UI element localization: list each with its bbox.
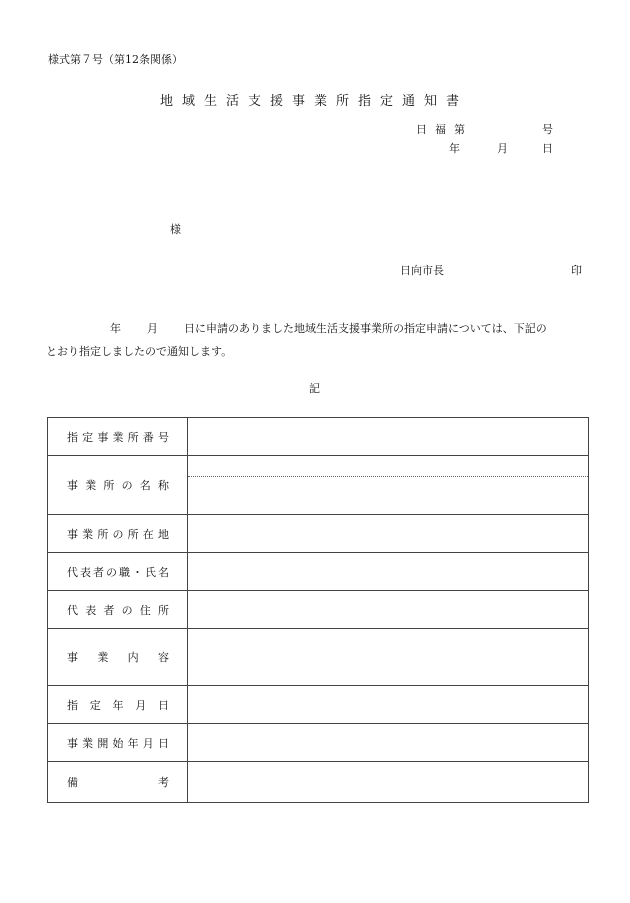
label-text <box>48 602 187 618</box>
label-char: 年 <box>112 698 124 712</box>
ki-heading: 記 <box>309 382 320 395</box>
label-char: 業 <box>85 479 97 492</box>
label-text <box>48 697 187 713</box>
seal-mark: 印 <box>571 264 582 277</box>
body-text-line-2: とおり指定しましたので通知します。 <box>46 345 233 358</box>
body-month: 月 <box>147 322 158 335</box>
label-char: 業 <box>82 527 94 541</box>
label-char: 表 <box>80 565 91 579</box>
label-char: 月 <box>142 736 154 750</box>
label-char: 事 <box>97 430 109 444</box>
table-row <box>48 418 589 456</box>
table-row <box>48 629 589 686</box>
row-label-facility-address <box>48 515 188 553</box>
designation-date-field[interactable] <box>188 686 589 724</box>
label-char: 所 <box>97 527 109 541</box>
label-char: 年 <box>127 736 139 750</box>
addressee-honorific: 様 <box>170 223 181 236</box>
label-char: 考 <box>158 776 169 789</box>
label-char: 始 <box>112 736 124 750</box>
label-char: 業 <box>82 736 94 750</box>
row-label-designated-number <box>48 418 188 456</box>
representative-address-field[interactable] <box>188 591 589 629</box>
label-char: 住 <box>139 603 151 617</box>
row-label-designation-date <box>48 686 188 724</box>
label-char: 業 <box>112 430 124 444</box>
document-number-prefix: 日福第 <box>416 123 473 136</box>
label-char: 所 <box>127 430 139 444</box>
start-date-field[interactable] <box>188 724 589 762</box>
label-char: 月 <box>135 698 147 712</box>
label-char: 号 <box>157 430 169 444</box>
label-char: 番 <box>142 430 154 444</box>
table-row <box>48 456 589 515</box>
label-char: 名 <box>158 565 169 579</box>
label-char: 氏 <box>145 565 156 579</box>
label-char: 表 <box>85 603 97 617</box>
label-char: 事 <box>67 651 78 664</box>
form-number: 様式第７号（第12条関係） <box>48 53 183 66</box>
document-title: 地域生活支援事業所指定通知書 <box>160 94 469 109</box>
issue-date-month: 月 <box>497 142 508 155</box>
label-char: 事 <box>67 479 78 492</box>
document-number-suffix: 号 <box>542 123 553 136</box>
label-char: 代 <box>67 603 78 617</box>
row-label-start-date <box>48 724 188 762</box>
label-char: 所 <box>127 527 139 541</box>
facility-name-field[interactable] <box>188 456 589 515</box>
label-char: 日 <box>158 698 169 712</box>
row-label-representative-address <box>48 591 188 629</box>
label-char: 指 <box>67 430 78 444</box>
label-char: ・ <box>132 565 143 579</box>
label-char: 事 <box>67 736 78 750</box>
label-char: 業 <box>97 651 109 664</box>
remarks-field[interactable] <box>188 762 589 803</box>
label-char: 指 <box>67 698 78 712</box>
facility-address-field[interactable] <box>188 515 589 553</box>
label-text <box>48 526 187 542</box>
label-char: 定 <box>89 698 101 712</box>
label-char: 事 <box>67 527 78 541</box>
label-char: の <box>121 479 133 492</box>
label-char: 内 <box>127 651 139 664</box>
label-char: 日 <box>157 736 169 750</box>
row-label-business-content <box>48 629 188 686</box>
row-label-representative-name <box>48 553 188 591</box>
table-row <box>48 591 589 629</box>
representative-name-field[interactable] <box>188 553 589 591</box>
table-row <box>48 553 589 591</box>
label-text <box>48 477 187 493</box>
table-row <box>48 515 589 553</box>
label-char: の <box>112 527 124 541</box>
label-char: の <box>106 565 117 579</box>
label-char: 所 <box>157 603 169 617</box>
label-text <box>48 649 187 665</box>
label-char: 地 <box>157 527 169 541</box>
detail-table <box>47 417 589 803</box>
label-char: 職 <box>119 565 130 579</box>
label-text <box>48 564 187 580</box>
label-char: 開 <box>97 736 109 750</box>
label-char: 在 <box>142 527 154 541</box>
label-char: の <box>121 603 133 617</box>
facility-name-kana-line <box>188 456 588 477</box>
label-text <box>48 429 187 445</box>
label-char: 定 <box>82 430 94 444</box>
table-row <box>48 762 589 803</box>
label-char: 容 <box>157 651 169 664</box>
issue-date-year: 年 <box>449 142 460 155</box>
designated-number-field[interactable] <box>188 418 589 456</box>
issuer-title: 日向市長 <box>400 264 444 277</box>
row-label-facility-name <box>48 456 188 515</box>
issue-date-day: 日 <box>542 142 553 155</box>
table-row <box>48 724 589 762</box>
label-char: 所 <box>103 479 115 492</box>
label-text <box>48 735 187 751</box>
body-text-rest: 日に申請のありました地域生活支援事業所の指定申請については、下記の <box>184 322 547 335</box>
label-char: 者 <box>93 565 104 579</box>
business-content-field[interactable] <box>188 629 589 686</box>
label-char: 名 <box>139 479 151 492</box>
body-year: 年 <box>110 322 121 335</box>
row-label-remarks <box>48 762 188 803</box>
label-text <box>48 774 187 790</box>
table-row <box>48 686 589 724</box>
label-char: 者 <box>103 603 115 617</box>
label-char: 称 <box>157 479 169 492</box>
label-char: 備 <box>67 776 78 789</box>
label-char: 代 <box>67 565 78 579</box>
